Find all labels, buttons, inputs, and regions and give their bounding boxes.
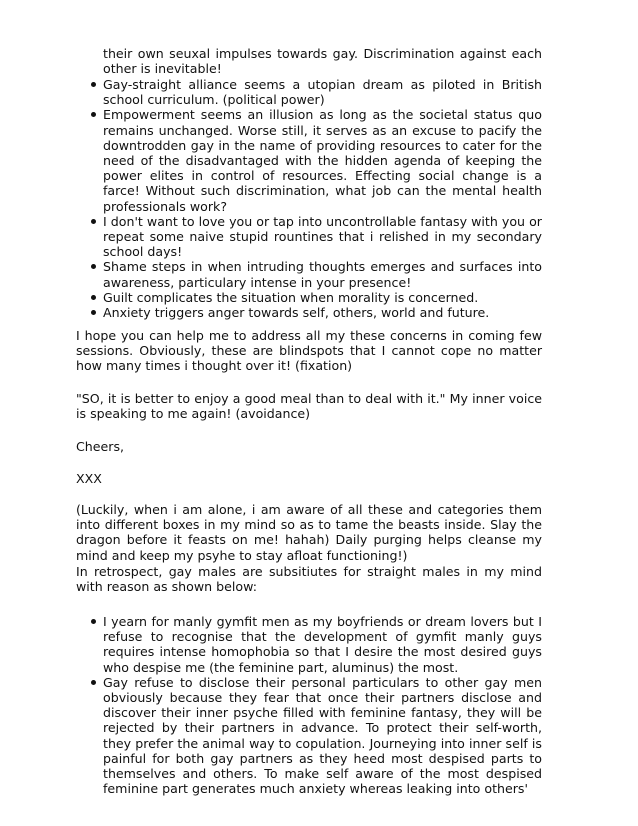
list-item: Guilt complicates the situation when morality is concerned. [103,290,542,305]
list-item: Gay refuse to disclose their personal particulars to other gay men obviously because they fear that once their partners disclose and discover their inner psyche filled with feminine fantasy, they will be rejected by their partners in advance. To protect their self-worth, they prefer the animal way to copulation. Journeying into inner self is painful for both gay partners as they heed most despised parts to themselves and others. To make self aware of the most despised feminine part generates much anxiety whereas leaking into others' [103,675,542,797]
list-item: I yearn for manly gymfit men as my boyfriends or dream lovers but I refuse to recognise that the development of gymfit manly guys requires intense homophobia so that I desire the most desired guys who despise me (the feminine part, aluminus) the most. [103,614,542,675]
bullet-icon [91,680,96,685]
concerns-list [103,77,542,320]
list-item: Shame steps in when intruding thoughts emerges and surfaces into awareness, particulary intense in your presence! [103,259,542,289]
list-item: Gay-straight alliance seems a utopian dream as piloted in British school curriculum. (political power) [103,77,542,107]
bullet-icon [91,619,96,624]
paragraph-quote: "SO, it is better to enjoy a good meal than to deal with it." My inner voice is speaking to me again! (avoidance) [76,391,542,422]
bullet-icon [91,310,96,315]
reasons-list [103,614,542,796]
closing-text: Cheers, [76,439,125,454]
list-item: Empowerment seems an illusion as long as the societal status quo remains unchanged. Worse still, it serves as an excuse to pacify the downtrodden gay in the name of providing resources to cater for the need of the disadvantaged with the hidden agenda of keeping the power elites in control of resources. Effecting social change is a farce! Without such discrimination, what job can the mental health professionals work? [103,107,542,213]
paragraph-hope: I hope you can help me to address all my these concerns in coming few sessions. Obviously, these are blindspots that I cannot cope no matter how many times i thought over it! (fixation) [76,328,542,374]
paragraph-retrospect: In retrospect, gay males are subsitiutes for straight males in my mind with reason as shown below: [76,564,542,595]
paragraph-luckily: (Luckily, when i am alone, i am aware of all these and categories them into different boxes in my mind so as to tame the beasts inside. Slay the dragon before it feasts on me! hahah) Daily purging helps cleanse my mind and keep my psyhe to stay afloat functioning!) [76,502,542,563]
bullet-icon [91,112,96,117]
bullet-icon [91,82,96,87]
bullet-icon [91,264,96,269]
bullet-icon [91,295,96,300]
list-item: Anxiety triggers anger towards self, others, world and future. [103,305,542,320]
continuation-text: their own seuxal impulses towards gay. Discrimination against each other is inevitable! [103,46,542,77]
bullet-icon [91,219,96,224]
list-item: I don't want to love you or tap into uncontrollable fantasy with you or repeat some naive stupid rountines that i relished in my secondary school days! [103,214,542,260]
signature-text: XXX [76,471,102,486]
